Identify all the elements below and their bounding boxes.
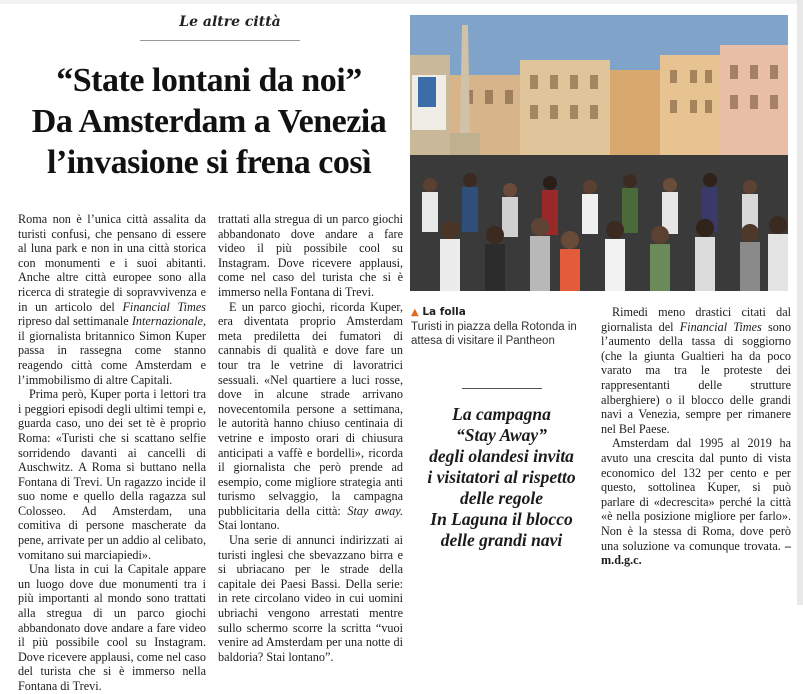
headline-line-1: “State lontani da noi”	[56, 62, 362, 99]
paragraph-4-tail: Stai lontano.	[218, 518, 280, 533]
body-column-2	[218, 212, 403, 694]
paragraph-5: Una serie di annunci indirizzati ai turisti inglesi che sbevazzano birra e si ubriacano per le strade della capitale dei Paesi Bassi. Della serie: in rete circolano video in cui uomini ubriachi vengono arrestati mentre sullo schermo scorre la scritta “vuoi venire ad Amsterdam per una notte di baldoria? Stai lontano”.	[218, 533, 403, 664]
paragraph-1-text-a: Roma non è l’unica città assalita da turisti confusi, che pensano di essere al luna park e non in una città storica con monumenti e i suoi abitanti. Anche altre città europee sono alla ricerca di strategie di sopravvivenza e in un articolo del	[18, 212, 206, 314]
paragraph-4-stay-away: Stay away.	[347, 503, 403, 518]
pullquote-rule	[462, 388, 542, 389]
paragraph-3-continued: trattati alla stregua di un parco giochi abbandonato dove andare a fare video il più possibile cool su Instagram. Dove ricevere applausi, come nel caso del turista che si è immerso nella Fontana di Trevi.	[218, 212, 403, 299]
kicker-rule	[140, 40, 300, 41]
signature: – m.d.g.c.	[601, 538, 791, 568]
paragraph-1-internazionale: Internazionale	[131, 314, 203, 329]
pullquote-line-4: i visitatori al rispetto	[427, 467, 576, 487]
paragraph-4-text: E un parco giochi, ricorda Kuper, era diventata proprio Amsterdam meta prediletta dei fumatori di cannabis di qualità e dove fare un tour tra le vetrine di lavoratrici sessuali. «Nel quartiere a luci rosse, dove in alcune strade arrivano novecentomila persone a settimana, le autorità hanno chiuso centinaia di vetrine e imposto orari di chiusura anticipati a vaffè e bordelli», ricorda il giornalista che però prende ad esempio, come migliore strategia anti turismo selvaggio, la campagna pubblicitaria della città:	[218, 299, 403, 518]
paragraph-1-text-c: , il giornalista britannico Simon Kuper passa in rassegna come stanno reagendo città come Amsterdam e l’immobilismo di altre Capitali.	[18, 314, 206, 387]
headline-line-2: Da Amsterdam a Venezia	[31, 103, 387, 140]
headline	[14, 60, 404, 183]
paragraph-4	[218, 300, 403, 534]
paragraph-1-ft: Financial Times	[122, 299, 206, 314]
paragraph-6	[601, 305, 791, 436]
pullquote-line-7: delle grandi navi	[440, 530, 563, 550]
paragraph-7-text: Amsterdam dal 1995 al 2019 ha avuto una crescita dal punto di vista economico del 132 per cento e per questo, sottolinea Kuper, si può parlare di «decrescita» perché la città «è nella posizione migliore per farlo». Non è la stessa di Roma, dove però una soluzione va comunque trovata.	[601, 436, 791, 553]
paragraph-6-text-a: Rimedi meno drastici citati dal giornalista del	[601, 305, 791, 334]
photo-caption: Turisti in piazza della Rotonda in attesa di visitare il Pantheon	[411, 321, 577, 347]
paragraph-6-text-b: sono l’aumento della tassa di soggiorno (che la giunta Gualtieri ha da poco varato ma tra le proteste dei rappresentanti delle strutture alberghiere) o il blocco delle grandi navi a Venezia, sempre per rimanere nel Bel Paese.	[601, 319, 791, 436]
photo-illustration	[410, 15, 788, 291]
pullquote	[409, 404, 594, 551]
body-column-1	[18, 212, 206, 693]
paragraph-6-ft: Financial Times	[679, 319, 762, 334]
pullquote-line-6: In Laguna il blocco	[430, 509, 573, 529]
right-edge-strip	[797, 0, 803, 605]
pullquote-line-3: degli olandesi invita	[429, 446, 574, 466]
pullquote-line-5: delle regole	[459, 488, 544, 508]
paragraph-7	[601, 436, 791, 567]
body-column-3	[601, 305, 791, 568]
headline-line-3: l’invasione si frena così	[46, 144, 372, 181]
paragraph-2: Prima però, Kuper porta i lettori tra i peggiori episodi degli ultimi tempi e, guarda caso, uno dei set tè è proprio Roma: «Turisti che si scattano selfie sorridendo davanti ai cancelli di Auschwitz. A Roma si buttano nella Fontana di Trevi. Un ragazzo incide il suo nome e quello della ragazza sul Colosseo. Ad Amsterdam, una comitiva di persone mascherate da pene, arrivate per un addio al celibato, vomitano sui marciapiedi».	[18, 387, 206, 562]
pullquote-line-2: “Stay Away”	[456, 425, 547, 445]
paragraph-1	[18, 212, 206, 387]
top-strip	[0, 0, 803, 4]
section-kicker: Le altre città	[179, 14, 281, 30]
paragraph-1-text-b: ripreso dal settimanale	[18, 314, 132, 329]
pantheon-crowd-photo	[410, 15, 788, 291]
pullquote-line-1: La campagna	[452, 404, 551, 424]
caption-triangle-icon: ▲	[411, 307, 419, 318]
caption-tag-text: La folla	[422, 306, 466, 318]
photo-caption-tag	[411, 306, 466, 318]
paragraph-3: Una lista in cui la Capitale appare un luogo dove due monumenti tra i più importanti al mondo sono trattati alla stregua di un parco giochi abbandonato dove andare a fare video il più possibile cool su Instagram. Dove ricevere applausi, come nel caso del turista che si è immerso nella Fontana di Trevi.	[18, 562, 206, 693]
